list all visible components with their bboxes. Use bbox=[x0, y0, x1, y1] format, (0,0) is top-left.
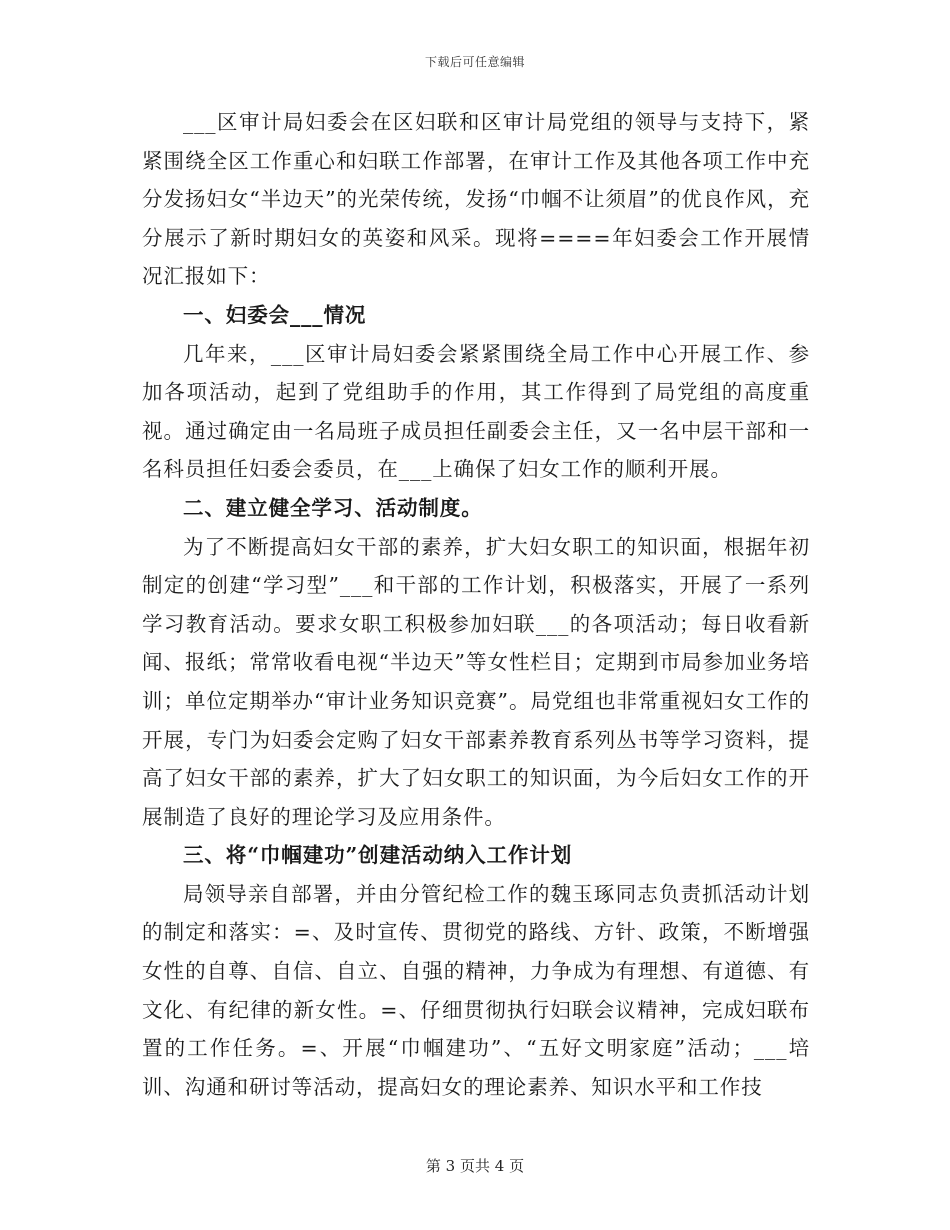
section-2-heading: 二、建立健全学习、活动制度。 bbox=[183, 495, 483, 520]
page-header-note: 下载后可任意编辑 bbox=[424, 55, 525, 69]
section-1-heading: 一、妇委会___情况 bbox=[183, 302, 367, 327]
document-body bbox=[142, 103, 810, 1106]
intro-paragraph: ___区审计局妇委会在区妇联和区审计局党组的领导与支持下，紧紧围绕全区工作重心和妇联工作部署，在审计工作及其他各项工作中充分发扬妇女“半边天”的光荣传统，发扬“巾帼不让须眉”的优良作风，充分展示了新时期妇女的英姿和风采。现将====年妇委会工作开展情况汇报如下： bbox=[142, 110, 810, 289]
section-1-paragraph: 几年来，___区审计局妇委会紧紧围绕全局工作中心开展工作、参加各项活动，起到了党组助手的作用，其工作得到了局党组的高度重视。通过确定由一名局班子成员担任副委会主任，又一名中层干部和一名科员担任妇委会委员，在___上确保了妇女工作的顺利开展。 bbox=[142, 341, 810, 482]
page-number: 第 3 页共 4 页 bbox=[425, 1157, 525, 1175]
section-3-paragraph: 局领导亲自部署，并由分管纪检工作的魏玉琢同志负责抓活动计划的制定和落实：=、及时宣传、贯彻党的路线、方针、政策，不断增强女性的自尊、自信、自立、自强的精神，力争成为有理想、有道德、有文化、有纪律的新女性。=、仔细贯彻执行妇联会议精神，完成妇联布置的工作任务。=、开展“巾帼建功”、“五好文明家庭”活动；___培训、沟通和研讨等活动，提高妇女的理论素养、知识水平和工作技 bbox=[142, 881, 810, 1099]
section-3-heading: 三、将“巾帼建功”创建活动纳入工作计划 bbox=[183, 843, 573, 868]
section-2-paragraph: 为了不断提高妇女干部的素养，扩大妇女职工的知识面，根据年初制定的创建“学习型”___和干部的工作计划，积极落实，开展了一系列学习教育活动。要求女职工积极参加妇联___的各项活动；每日收看新闻、报纸；常常收看电视“半边天”等女性栏目；定期到市局参加业务培训；单位定期举办“审计业务知识竞赛”。局党组也非常重视妇女工作的开展，专门为妇委会定购了妇女干部素养教育系列丛书等学习资料，提高了妇女干部的素养，扩大了妇女职工的知识面，为今后妇女工作的开展制造了良好的理论学习及应用条件。 bbox=[142, 534, 810, 829]
